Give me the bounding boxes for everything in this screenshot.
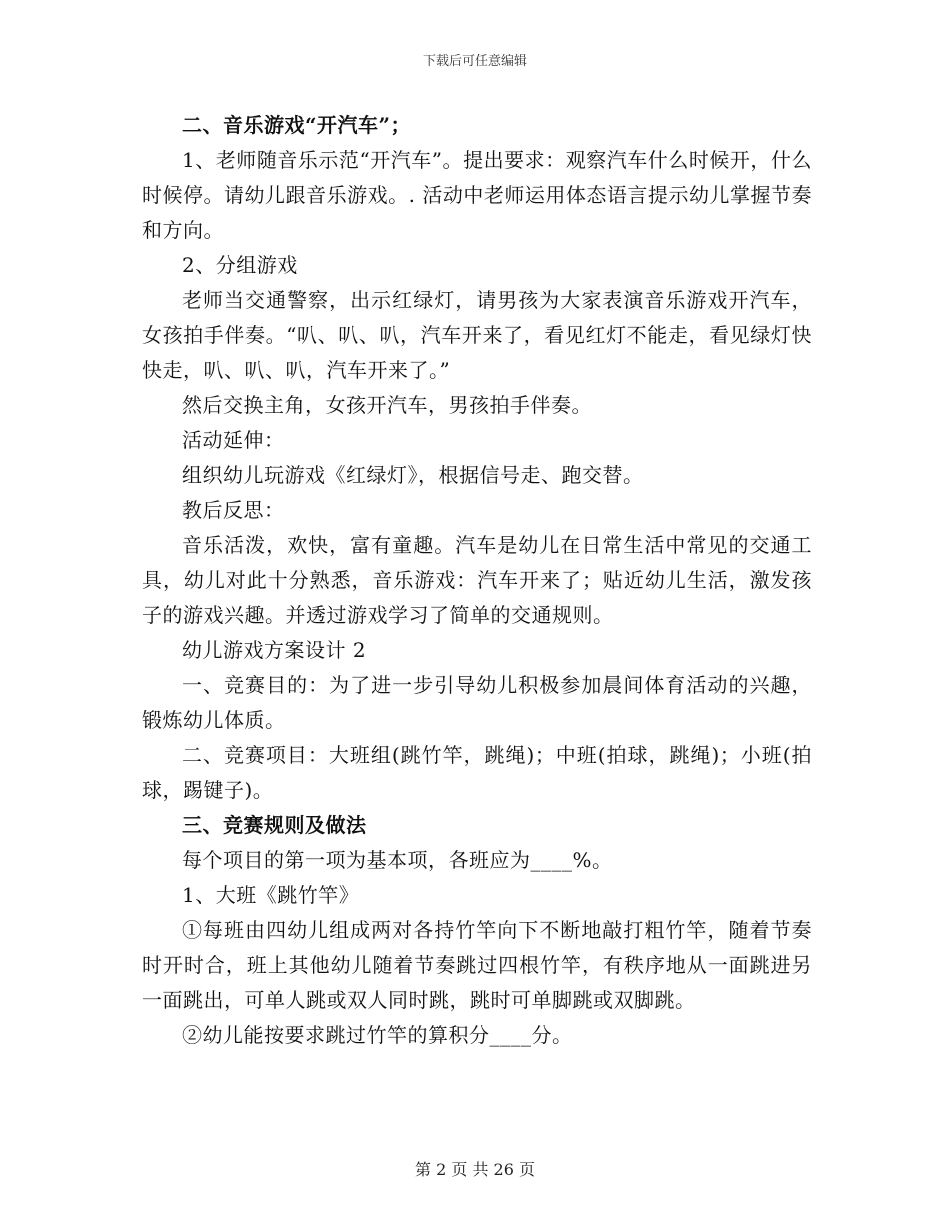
paragraph-swap-roles: 然后交换主角，女孩开汽车，男孩拍手伴奏。 bbox=[182, 393, 592, 417]
paragraph-activity-extension: 组织幼儿玩游戏《红绿灯》，根据信号走、跑交替。 bbox=[182, 463, 644, 487]
paragraph-basic-item: 每个项目的第一项为基本项，各班应为____%。 bbox=[182, 848, 613, 872]
paragraph-activity-extension-title: 活动延伸： bbox=[182, 428, 285, 452]
paragraph-group-game-title: 2、分组游戏 bbox=[182, 253, 298, 277]
paragraph-bamboo-rule-1: ①每班由四幼儿组成两对各持竹竿向下不断地敲打粗竹竿，随着节奏时开时合，班上其他幼儿随着节奏跳过四根竹竿，有秩序地从一面跳进另一面跳出，可单人跳或双人同时跳，跳时可单脚跳或双脚跳。 bbox=[142, 918, 812, 1012]
page-header-note: 下载后可任意编辑 bbox=[422, 54, 527, 69]
paragraph-reflection: 音乐活泼，欢快，富有童趣。汽车是幼儿在日常生活中常见的交通工具，幼儿对此十分熟悉，音乐游戏：汽车开来了；贴近幼儿生活，激发孩子的游戏兴趣。并透过游戏学习了简单的交通规则。 bbox=[142, 533, 812, 627]
paragraph-bamboo-rule-2: ②幼儿能按要求跳过竹竿的算积分____分。 bbox=[182, 1023, 573, 1047]
document-body bbox=[142, 108, 812, 1053]
paragraph-teacher-demo: 1、老师随音乐示范“开汽车”。提出要求：观察汽车什么时候开，什么时候停。请幼儿跟音乐游戏。. 活动中老师运用体态语言提示幼儿掌握节奏和方向。 bbox=[142, 148, 812, 242]
paragraph-bamboo-title: 1、大班《跳竹竿》 bbox=[182, 883, 360, 907]
paragraph-plan-title-2: 幼儿游戏方案设计 2 bbox=[182, 638, 367, 662]
section-heading-rules: 三、竞赛规则及做法 bbox=[182, 813, 367, 837]
paragraph-competition-purpose: 一、竞赛目的：为了进一步引导幼儿积极参加晨间体育活动的兴趣，锻炼幼儿体质。 bbox=[142, 673, 812, 732]
paragraph-competition-items: 二、竞赛项目：大班组(跳竹竿，跳绳)；中班(拍球，跳绳)；小班(拍球，踢键子)。 bbox=[142, 743, 812, 802]
section-heading-music-game: 二、音乐游戏“开汽车”； bbox=[182, 113, 412, 137]
paragraph-reflection-title: 教后反思： bbox=[182, 498, 285, 522]
page-footer-number: 第 2 页 共 26 页 bbox=[415, 1160, 535, 1179]
paragraph-traffic-police: 老师当交通警察，出示红绿灯，请男孩为大家表演音乐游戏开汽车，女孩拍手伴奏。“叭、叭、叭，汽车开来了，看见红灯不能走，看见绿灯快快走，叭、叭、叭，汽车开来了。” bbox=[142, 288, 812, 382]
